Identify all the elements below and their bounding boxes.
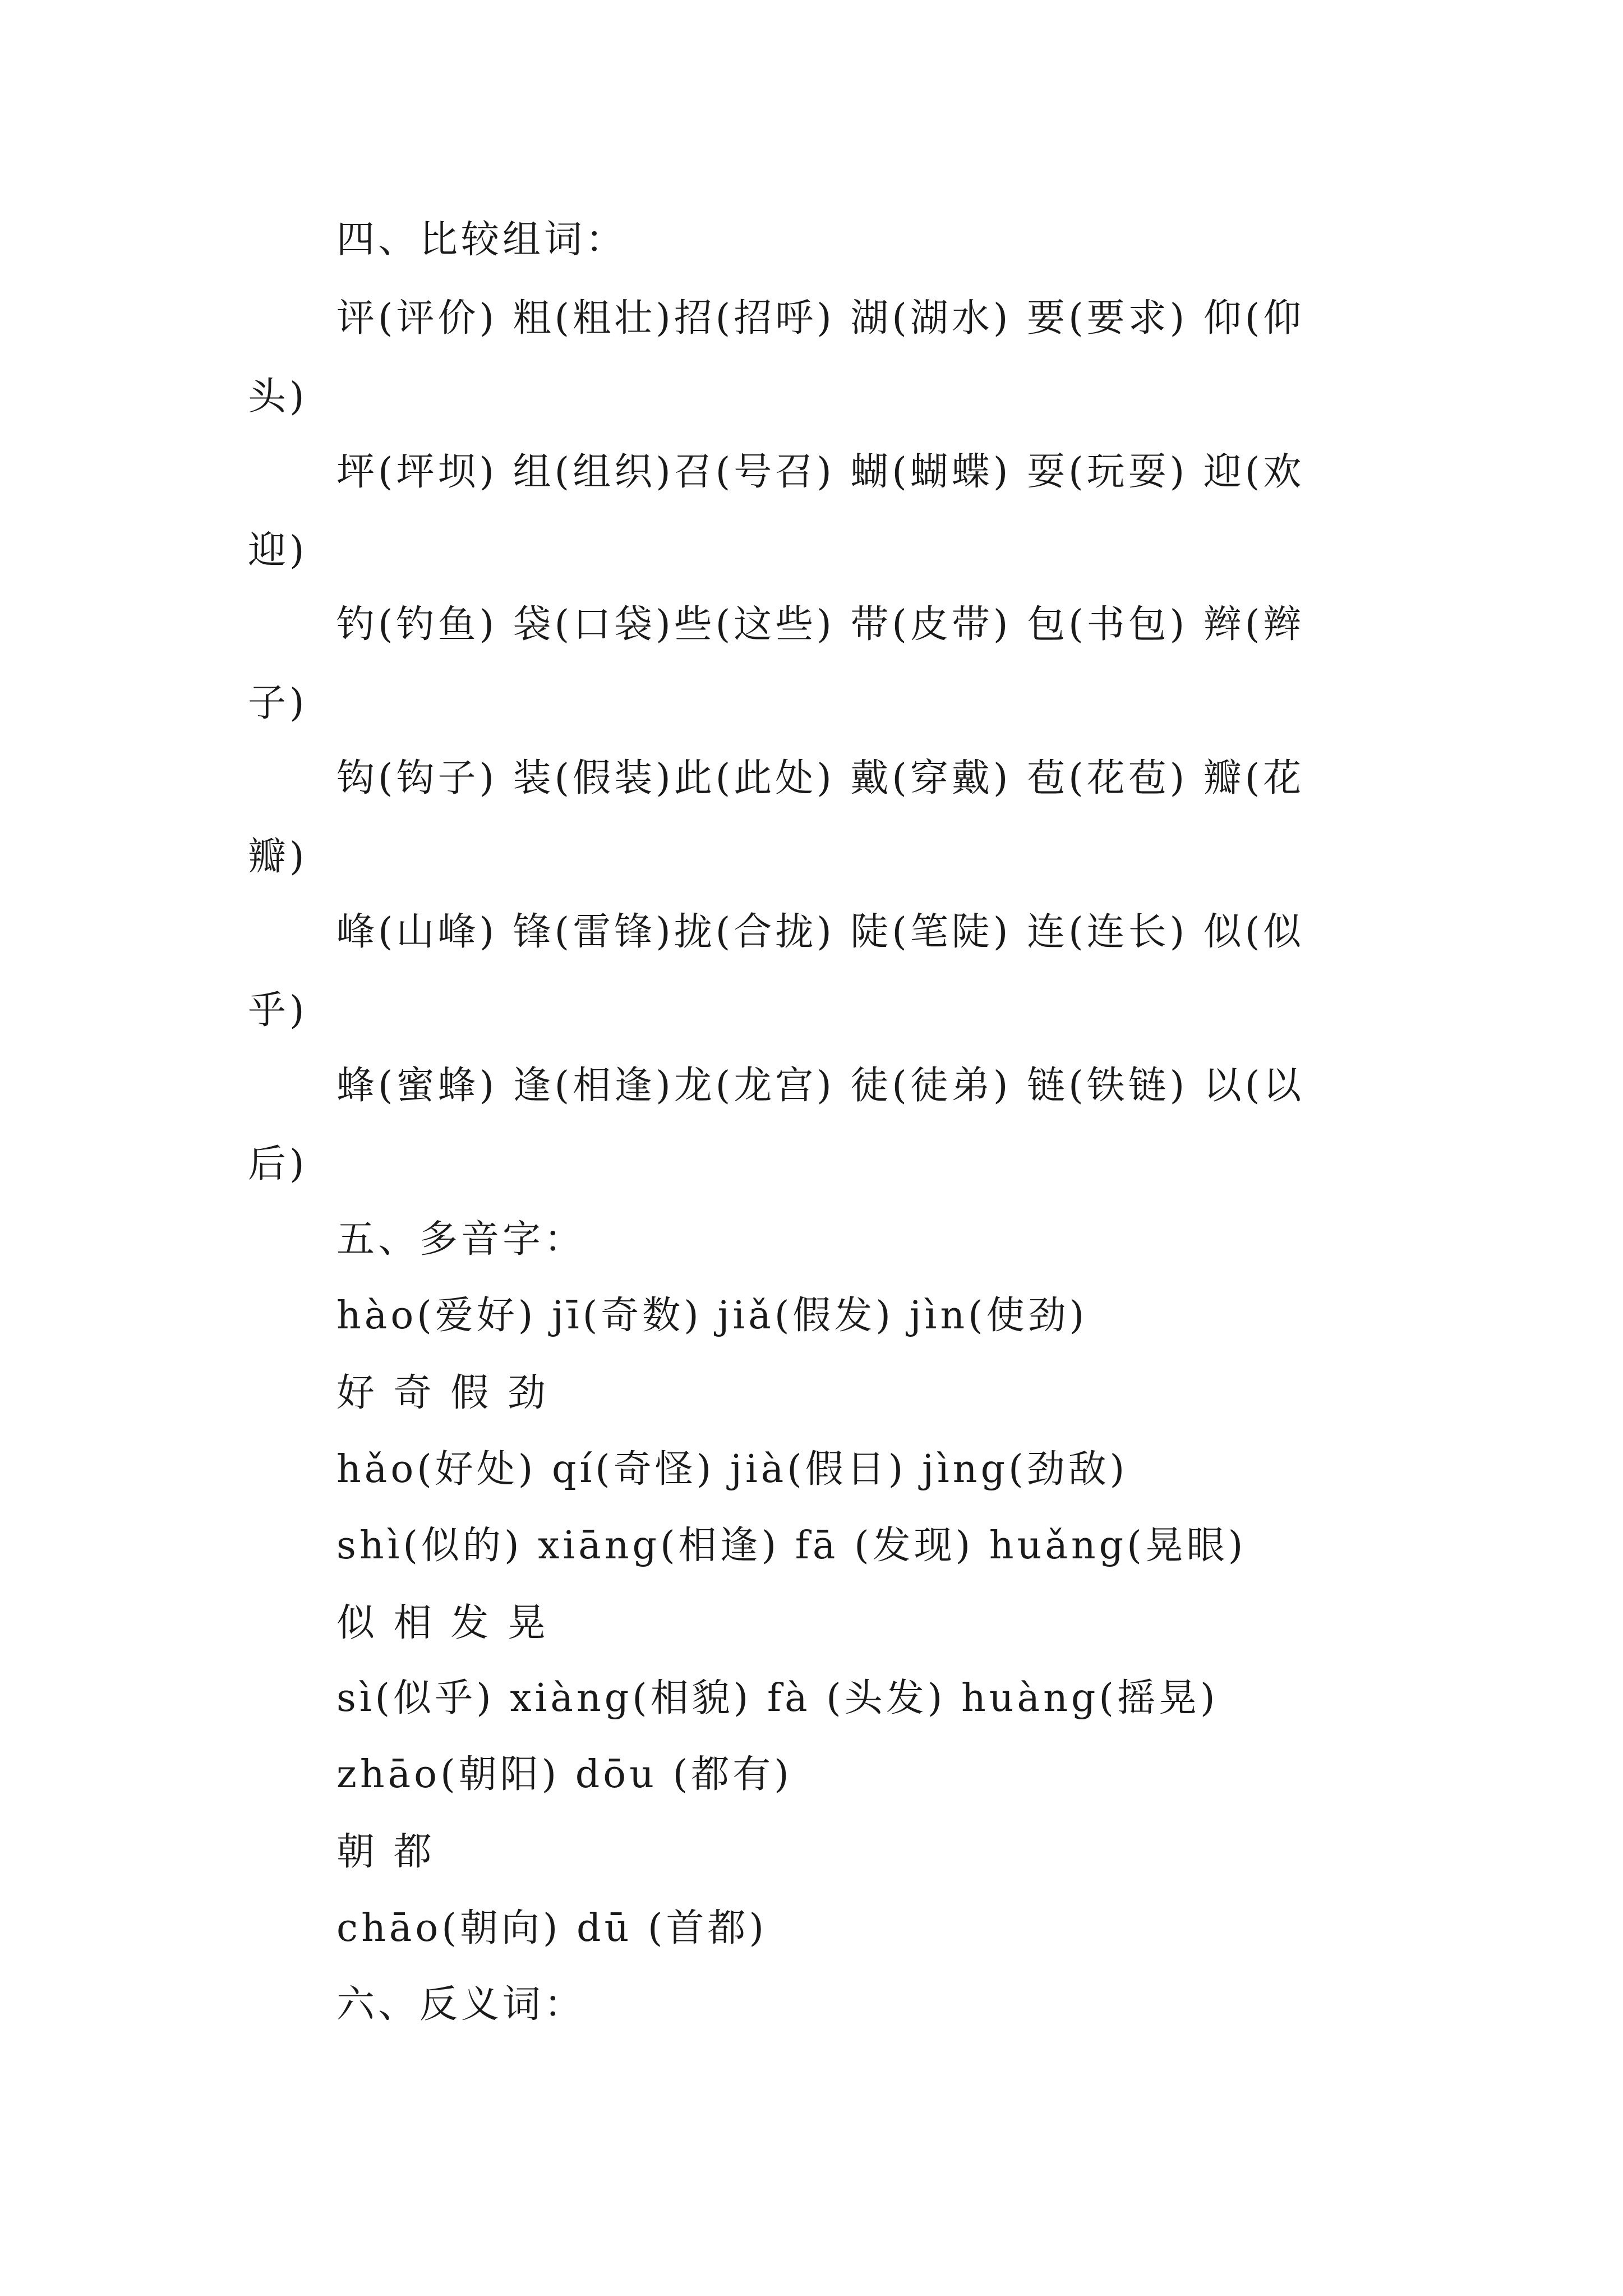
compare-row-3: 钓(钓鱼) 袋(口袋)些(这些) 带(皮带) 包(书包) 辫(辫 <box>336 602 1305 647</box>
compare-row-3-wrap: 子) <box>248 681 308 725</box>
section-heading-antonyms: 六、反义词： <box>336 1982 586 2027</box>
compare-row-1: 评(评价) 粗(粗壮)招(招呼) 湖(湖水) 要(要求) 仰(仰 <box>336 296 1305 341</box>
compare-row-1-wrap: 头) <box>248 375 308 419</box>
compare-row-4-wrap: 瓣) <box>248 835 308 879</box>
compare-row-2: 坪(坪坝) 组(组织)召(号召) 蝴(蝴蝶) 耍(玩耍) 迎(欢 <box>336 450 1305 494</box>
compare-row-5: 峰(山峰) 锋(雷锋)拢(合拢) 陡(笔陡) 连(连长) 似(似 <box>336 910 1305 954</box>
polyphonic-line: 好 奇 假 劲 <box>336 1371 549 1415</box>
compare-row-5-wrap: 乎) <box>248 988 308 1033</box>
polyphonic-line: hǎo(好处) qí(奇怪) jià(假日) jìng(劲敌) <box>336 1447 1128 1492</box>
section-heading-compare-words: 四、比较组词： <box>336 218 628 262</box>
polyphonic-line: chāo(朝向) dū (首都) <box>336 1906 768 1950</box>
section-heading-polyphonic: 五、多音字： <box>336 1217 586 1262</box>
polyphonic-line: sì(似乎) xiàng(相貌) fà (头发) huàng(摇晃) <box>336 1676 1219 1720</box>
compare-row-4: 钩(钩子) 装(假装)此(此处) 戴(穿戴) 苞(花苞) 瓣(花 <box>336 756 1305 800</box>
compare-row-6-wrap: 后) <box>248 1142 308 1186</box>
polyphonic-line: shì(似的) xiāng(相逢) fā (发现) huǎng(晃眼) <box>336 1524 1247 1568</box>
polyphonic-line: zhāo(朝阳) dōu (都有) <box>336 1752 792 1797</box>
polyphonic-line: hào(爱好) jī(奇数) jiǎ(假发) jìn(使劲) <box>336 1294 1088 1338</box>
polyphonic-line: 朝 都 <box>336 1830 435 1874</box>
compare-row-6: 蜂(蜜蜂) 逢(相逢)龙(龙宫) 徒(徒弟) 链(铁链) 以(以 <box>336 1064 1305 1108</box>
polyphonic-line: 似 相 发 晃 <box>336 1601 549 1645</box>
compare-row-2-wrap: 迎) <box>248 528 308 573</box>
